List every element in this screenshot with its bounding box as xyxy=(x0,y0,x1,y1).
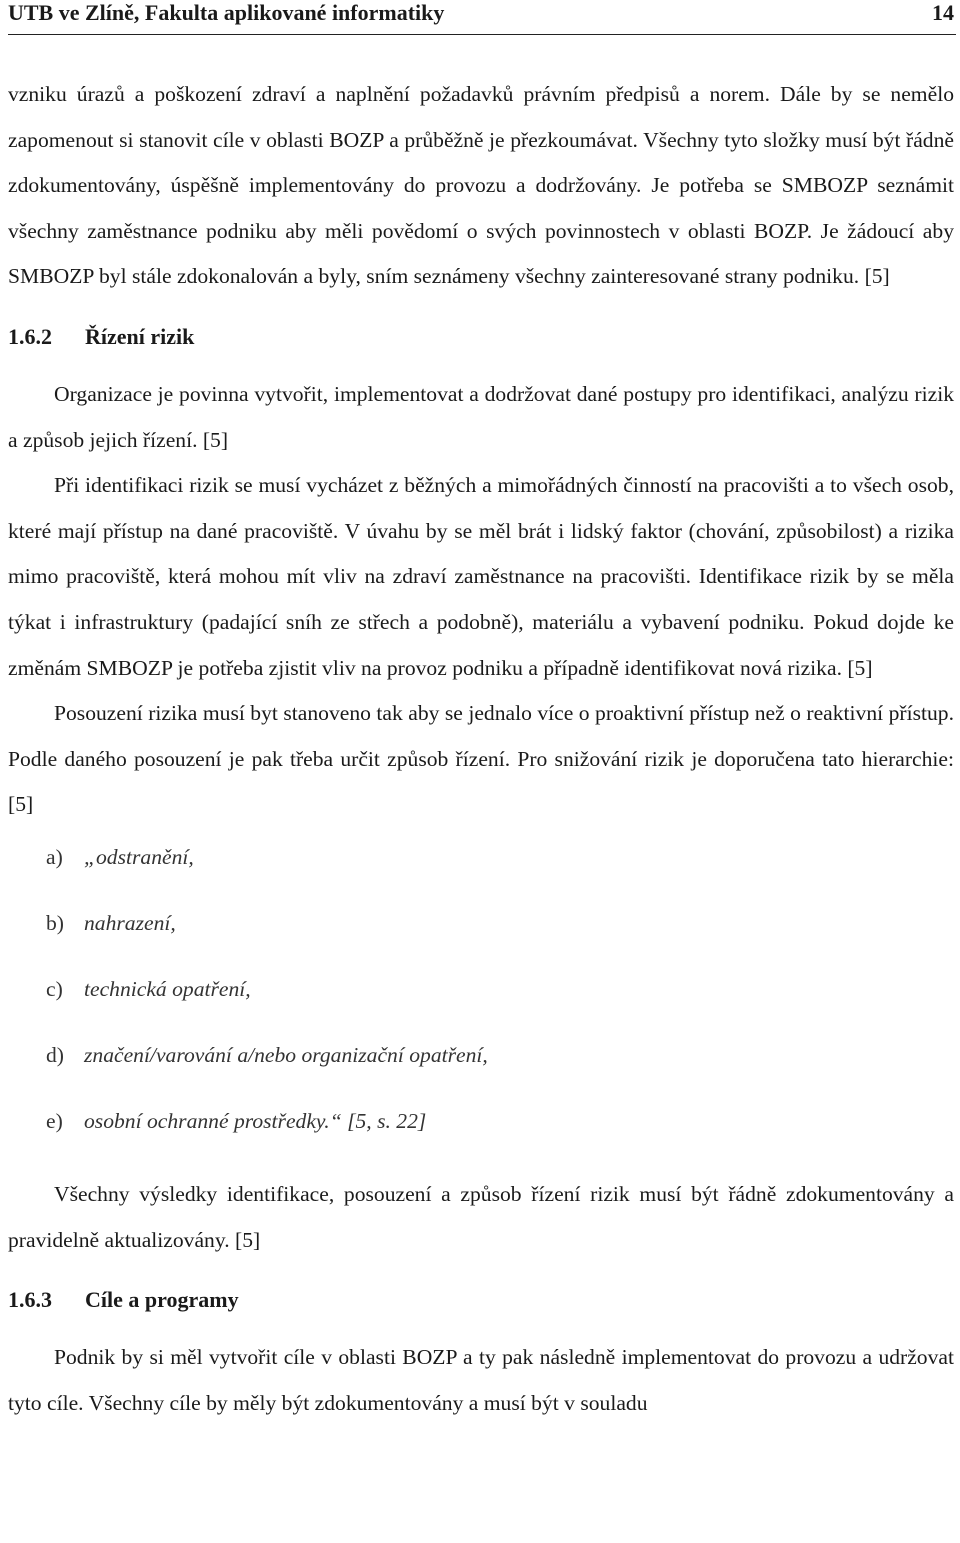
paragraph-organization: Organizace je povinna vytvořit, implementovat a dodržovat dané postupy pro identifikaci, analýzu rizik a způsob jejich řízení. [5] xyxy=(8,381,954,452)
paragraph-documentation: Všechny výsledky identifikace, posouzení a způsob řízení rizik musí být řádně zdokumentovány a pravidelně aktualizovány. [5] xyxy=(8,1181,954,1252)
header-title: UTB ve Zlíně, Fakulta aplikované informatiky xyxy=(8,0,445,25)
list-item-text: osobní ochranné prostředky.“ [5, s. 22] xyxy=(84,1108,427,1133)
list-item xyxy=(8,1106,954,1172)
list-item-text: nahrazení, xyxy=(84,910,176,935)
section-number: 1.6.3 xyxy=(8,1287,52,1313)
list-item-letter: d) xyxy=(46,1042,64,1067)
list-item-letter: c) xyxy=(46,976,63,1001)
list-item xyxy=(8,908,954,974)
section-title: Cíle a programy xyxy=(85,1287,239,1313)
page-number: 14 xyxy=(932,0,954,25)
section-number: 1.6.2 xyxy=(8,323,52,349)
list-item xyxy=(8,842,954,908)
list-item-text: „odstranění, xyxy=(84,844,194,869)
list-item-letter: b) xyxy=(46,910,64,935)
section-title: Řízení rizik xyxy=(85,323,195,349)
paragraph-risk-assessment: Posouzení rizika musí byt stanoveno tak aby se jednalo více o proaktivní přístup než o reaktivní přístup. Podle daného posouzení je pak třeba určit způsob řízení. Pro snižování rizik je doporučena tato hierarchie: [5] xyxy=(8,701,954,817)
paragraph-intro: vzniku úrazů a poškození zdraví a naplnění požadavků právním předpisů a norem. Dále by se nemělo zapomenout si stanovit cíle v oblasti BOZP a průběžně je přezkoumávat. Všechny tyto složky musí být řádně zdokumentovány, úspěšně implementovány do provozu a dodržovány. Je potřeba se SMBOZP seznámit všechny zaměstnance podniku aby měli povědomí o svých povinnostech v oblasti BOZP. Je žádoucí aby SMBOZP byl stále zdokonalován a byly, sním seznámeny všechny zainteresované strany podniku. [5] xyxy=(8,82,954,289)
paragraph-risk-identification: Při identifikaci rizik se musí vycházet z běžných a mimořádných činností na pracovišti a to všech osob, které mají přístup na dané pracoviště. V úvahu by se měl brát i lidský faktor (chování, způsobilost) a rizika mimo pracoviště, která mohou mít vliv na zdraví zaměstnance na pracovišti. Identifikace rizik by se měla týkat i infrastruktury (padající sníh ze střech a podobně), materiálu a vybavení podniku. Pokud dojde ke změnám SMBOZP je potřeba zjistit vliv na provoz podniku a případně identifikovat nová rizika. [5] xyxy=(8,473,954,680)
list-item xyxy=(8,974,954,1040)
section-heading-risk-management xyxy=(8,322,954,352)
list-item-text: značení/varování a/nebo organizační opatření, xyxy=(84,1042,488,1067)
list-item-letter: e) xyxy=(46,1108,63,1133)
hierarchy-list xyxy=(8,842,954,1172)
section-heading-goals-programs xyxy=(8,1285,954,1315)
paragraph-goals: Podnik by si měl vytvořit cíle v oblasti BOZP a ty pak následně implementovat do provozu a udržovat tyto cíle. Všechny cíle by měly být zdokumentovány a musí být v souladu xyxy=(8,1345,954,1415)
list-item xyxy=(8,1040,954,1106)
page-content xyxy=(8,72,954,1426)
page-header xyxy=(8,0,956,35)
list-item-letter: a) xyxy=(46,844,63,869)
list-item-text: technická opatření, xyxy=(84,976,251,1001)
